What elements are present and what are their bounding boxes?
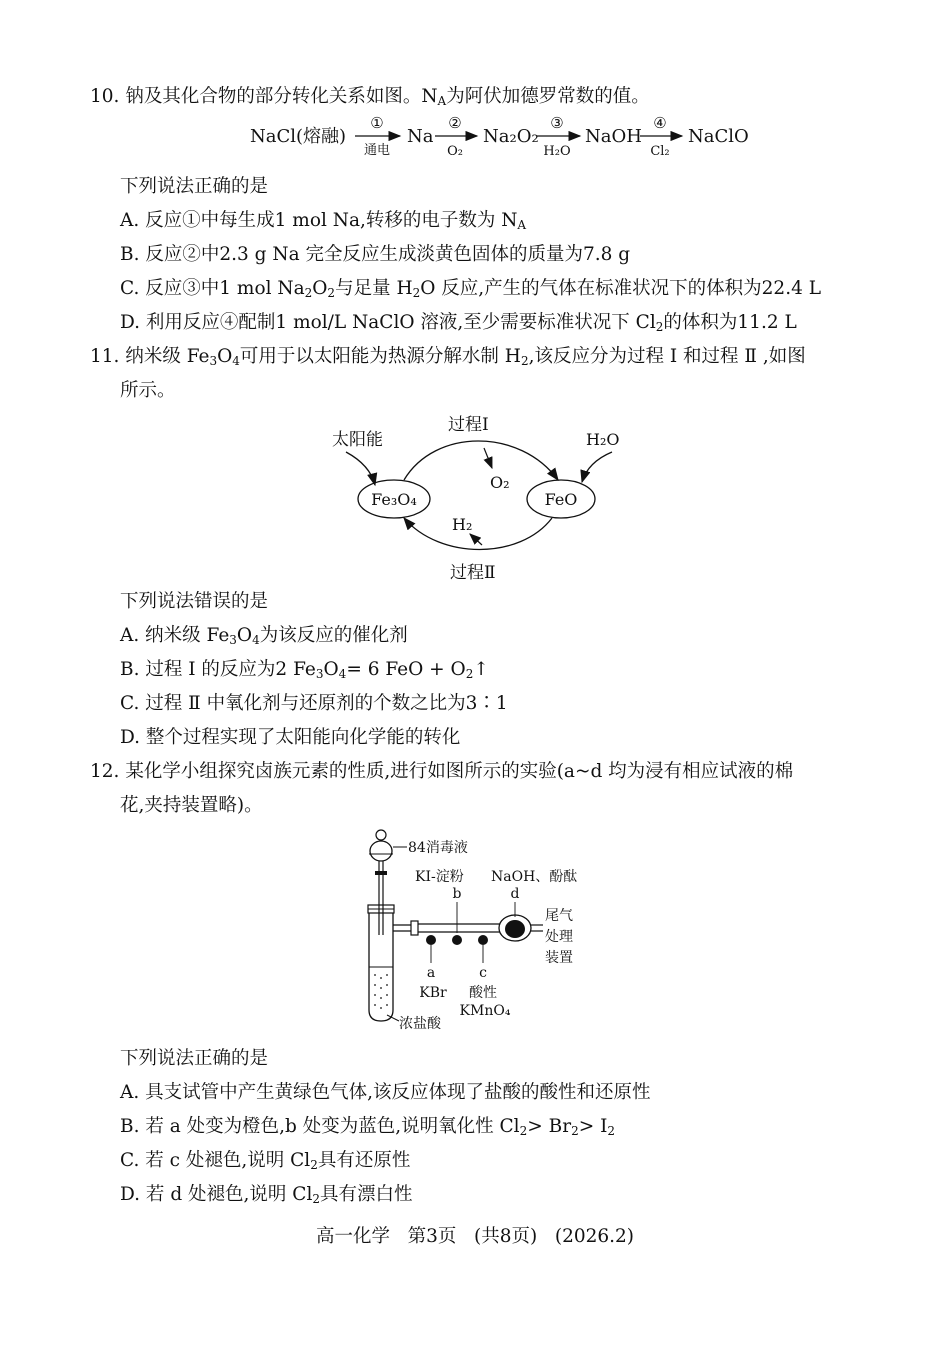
funnel-stopcock <box>375 871 387 875</box>
label-feo: FeO <box>544 490 578 509</box>
q12-option-a: A. 具支试管中产生黄绿色气体,该反应体现了盐酸的酸性和还原性 <box>120 1082 651 1103</box>
q10-option-c: C. 反应③中1 mol $Na_2O_2$与足量 $H_2O$ 反应,产生的气体在标准状况下的体积为22.4 L <box>120 278 822 300</box>
label-tail-gas-2: 处理 <box>545 929 573 945</box>
scheme-cond-2-top: ② <box>448 114 462 132</box>
label-acidic: 酸性 <box>469 985 497 1001</box>
scheme-cond-4-top: ④ <box>653 114 667 132</box>
funnel-stopper <box>376 830 386 840</box>
scheme-cond-3-top: ③ <box>550 114 564 132</box>
q12-option-b: B. 若 a 处变为橙色,b 处变为蓝色,说明氧化性 $Cl_2> Br_2> I_2$ <box>120 1116 616 1138</box>
q12-option-d: D. 若 d 处褪色,说明 $Cl_2$具有漂白性 <box>120 1184 413 1206</box>
scheme-cond-1-bottom: 通电 <box>363 143 391 158</box>
q11-stem: 11. 纳米级 $Fe_3O_4$可用于以太阳能为热源分解水制 $H_2$,该反应分为过程 Ⅰ 和过程 Ⅱ ,如图 <box>90 346 806 368</box>
q10-prompt: 下列说法正确的是 <box>120 176 269 197</box>
q12-stem-line2: 花,夹持装置略)。 <box>120 795 263 816</box>
cotton-a <box>426 935 436 945</box>
arrow-process-1 <box>404 441 558 480</box>
page-footer: 高一化学 第3页 (共8页) (2026.2) <box>315 1226 635 1247</box>
arrow-h2o-in <box>582 452 612 482</box>
label-kbr: KBr <box>419 985 447 1001</box>
label-naoh-phenolphthalein: NaOH、酚酞 <box>491 869 578 885</box>
q12-prompt: 下列说法正确的是 <box>120 1048 269 1069</box>
scheme-naclo: NaClO <box>688 126 749 147</box>
label-conc-hcl: 浓盐酸 <box>399 1016 441 1032</box>
q10-option-a: A. 反应①中每生成1 mol Na,转移的电子数为 $N_A$ <box>120 210 527 232</box>
label-h2: H₂ <box>452 515 473 534</box>
label-a: a <box>426 965 436 981</box>
label-process-1: 过程Ⅰ <box>448 415 489 435</box>
scheme-na2o2: Na₂O₂ <box>483 126 539 147</box>
label-c: c <box>479 965 487 981</box>
q12-stem: 12. 某化学小组探究卤族元素的性质,进行如图所示的实验(a~d 均为浸有相应试液的棉 <box>90 761 794 782</box>
q10-stem: 10. 钠及其化合物的部分转化关系如图。$N_A$为阿伏加德罗常数的值。 <box>90 86 650 108</box>
scheme-cond-3-bottom: H₂O <box>543 144 571 159</box>
q10-option-b: B. 反应②中2.3 g Na 完全反应生成淡黄色固体的质量为7.8 g <box>120 244 631 265</box>
q11-prompt: 下列说法错误的是 <box>120 591 269 612</box>
label-h2o: H₂O <box>586 430 620 449</box>
label-process-2: 过程Ⅱ <box>450 563 496 583</box>
q11-option-d: D. 整个过程实现了太阳能向化学能的转化 <box>120 727 461 748</box>
label-84-disinfectant: 84消毒液 <box>408 840 468 856</box>
arrow-process-2 <box>404 518 552 550</box>
label-o2: O₂ <box>490 473 510 492</box>
label-tail-gas-3: 装置 <box>545 950 573 966</box>
scheme-naoh: NaOH <box>585 126 642 147</box>
label-d: d <box>510 886 520 902</box>
cotton-b <box>452 935 462 945</box>
scheme-cond-1-top: ① <box>370 114 384 132</box>
label-b: b <box>452 886 462 902</box>
scheme-cond-4-bottom: Cl₂ <box>650 144 670 159</box>
arrow-h2-out <box>470 534 482 545</box>
label-solar-energy: 太阳能 <box>332 430 383 450</box>
label-ki-starch: KI-淀粉 <box>415 869 464 885</box>
q10-conversion-scheme <box>245 108 765 168</box>
scheme-na: Na <box>407 126 434 147</box>
scheme-nacl: NaCl(熔融) <box>250 126 347 147</box>
q11-cycle-diagram <box>320 410 640 585</box>
cotton-c <box>478 935 488 945</box>
label-kmno4: KMnO₄ <box>459 1003 511 1019</box>
q12-apparatus-diagram <box>355 825 615 1035</box>
glass-tube-connector <box>411 921 418 935</box>
hcl-liquid-dots <box>374 974 388 1009</box>
label-tail-gas-1: 尾气 <box>545 908 573 924</box>
arrow-o2-out <box>484 448 492 468</box>
label-fe3o4: Fe₃O₄ <box>371 490 417 509</box>
separatory-funnel <box>370 841 392 861</box>
q11-option-b: B. 过程 Ⅰ 的反应为2 $Fe_3O_4= 6$ FeO + $O_2↑$ <box>120 659 489 681</box>
scheme-cond-2-bottom: O₂ <box>447 144 463 159</box>
q11-stem-line2: 所示。 <box>120 380 176 401</box>
arrow-solar-in <box>346 452 375 485</box>
cotton-d <box>505 920 525 938</box>
q12-option-c: C. 若 c 处褪色,说明 $Cl_2$具有还原性 <box>120 1150 411 1172</box>
q11-option-c: C. 过程 Ⅱ 中氧化剂与还原剂的个数之比为3∶1 <box>120 693 508 714</box>
q11-option-a: A. 纳米级 $Fe_3O_4$为该反应的催化剂 <box>120 625 408 647</box>
q10-option-d: D. 利用反应④配制1 mol/L NaClO 溶液,至少需要标准状况下 $Cl_2$的体积为11.2 L <box>120 312 797 334</box>
